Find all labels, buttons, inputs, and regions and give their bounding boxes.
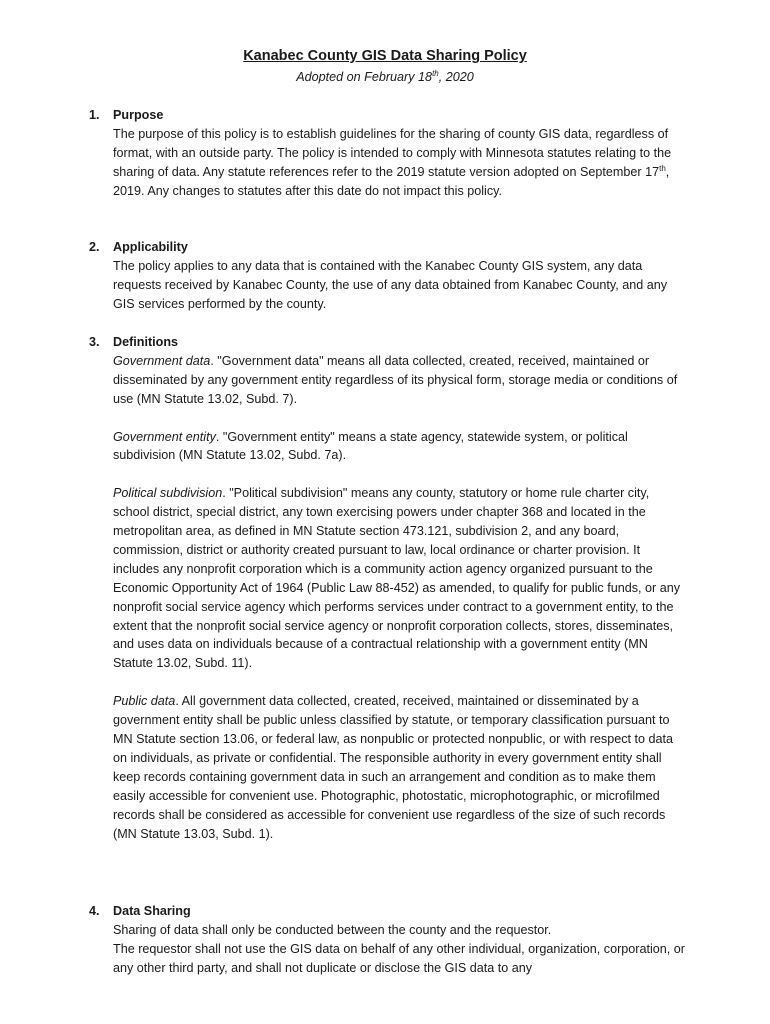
term-political-subdivision: Political subdivision xyxy=(113,486,223,501)
term-government-entity: Government entity xyxy=(113,429,216,444)
section-number: 1. xyxy=(89,108,100,122)
section-body xyxy=(113,921,689,978)
section-title: Definitions xyxy=(113,335,179,349)
section-definitions xyxy=(89,333,689,843)
section-heading xyxy=(89,333,689,352)
adoption-date-sup: th xyxy=(432,68,439,78)
definition-government-data xyxy=(113,352,689,409)
section-applicability xyxy=(89,238,689,314)
purpose-paragraph xyxy=(113,125,689,201)
section-body xyxy=(113,352,689,844)
section-title: Purpose xyxy=(113,108,164,122)
definition-text: . "Political subdivision" means any county, statutory or home rule charter city, school district, special district, any town exercising powers under chapter 368 and located in the metropolitan area, as defined in MN Statute section 473.121, subdivision 2, and any board, commission, district or authority created pursuant to law, local ordinance or charter provision. It includes any nonprofit corporation which is a community action agency organized pursuant to the Economic Opportunity Act of 1964 (Public Law 88-452) as amended, to qualify for public funds, or any nonprofit social service agency which performs services under contract to a government entity, to the extent that the nonprofit social service agency or nonprofit corporation collects, stores, disseminates, and uses data on individuals because of a contractual relationship with a government entity (MN Statute 13.02, Subd. 11). xyxy=(113,486,681,671)
purpose-text-b: , 2019. Any changes to statutes after this date do not impact this policy. xyxy=(113,164,670,198)
definition-political-subdivision xyxy=(113,484,689,673)
term-government-data: Government data xyxy=(113,353,211,368)
section-number: 4. xyxy=(89,904,100,918)
purpose-text-a: The purpose of this policy is to establish guidelines for the sharing of county GIS data, regardless of format, with an outside party. The policy is intended to comply with Minnesota statutes relating to the sharing of data. Any statute references refer to the 2019 statute version adopted on September 17 xyxy=(113,126,672,179)
section-number: 2. xyxy=(89,240,100,254)
section-heading xyxy=(89,902,689,921)
term-public-data: Public data xyxy=(113,694,176,709)
definition-government-entity xyxy=(113,428,689,466)
data-sharing-line-2: The requestor shall not use the GIS data on behalf of any other individual, organization, corporation, or any other third party, and shall not duplicate or disclose the GIS data to any xyxy=(113,941,685,975)
definition-text: . All government data collected, created, received, maintained or disseminated by a government entity shall be public unless classified by statute, or temporary classification pursuant to MN Statute section 13.06, or federal law, as nonpublic or protected nonpublic, or with respect to data on individuals, as private or confidential. The responsible authority in every government entity shall keep records containing government data in such an arrangement and condition as to make them easily accessible for convenient use. Photographic, photostatic, microphotographic, or microfilmed records shall be considered as accessible for convenient use regardless of the size of such records (MN Statute 13.03, Subd. 1). xyxy=(113,694,674,841)
document-title: Kanabec County GIS Data Sharing Policy xyxy=(243,48,527,64)
data-sharing-line-1: Sharing of data shall only be conducted between the county and the requestor. xyxy=(113,922,552,937)
definition-public-data xyxy=(113,692,689,843)
section-body xyxy=(113,257,689,314)
definition-text: . "Government data" means all data collected, created, received, maintained or disseminated by any government entity regardless of its physical form, storage media or conditions of use (MN Statute 13.02, Subd. 7). xyxy=(113,353,678,406)
applicability-paragraph: The policy applies to any data that is contained with the Kanabec County GIS system, any data requests received by Kanabec County, the use of any data obtained from Kanabec County, and any GIS services performed by the county. xyxy=(113,258,668,311)
definition-text: . "Government entity" means a state agency, statewide system, or political subdivision (MN Statute 13.02, Subd. 7a). xyxy=(113,429,628,463)
section-heading xyxy=(89,238,689,257)
section-title: Applicability xyxy=(113,240,188,254)
adoption-date-prefix: Adopted on February 18 xyxy=(296,70,433,84)
section-number: 3. xyxy=(89,335,100,349)
section-heading xyxy=(89,106,689,125)
adoption-date xyxy=(0,68,770,87)
section-body xyxy=(113,125,689,201)
section-title: Data Sharing xyxy=(113,904,191,918)
adoption-date-suffix: , 2020 xyxy=(438,70,474,84)
section-data-sharing xyxy=(89,902,689,978)
section-purpose xyxy=(89,106,689,201)
purpose-sup: th xyxy=(659,163,666,173)
